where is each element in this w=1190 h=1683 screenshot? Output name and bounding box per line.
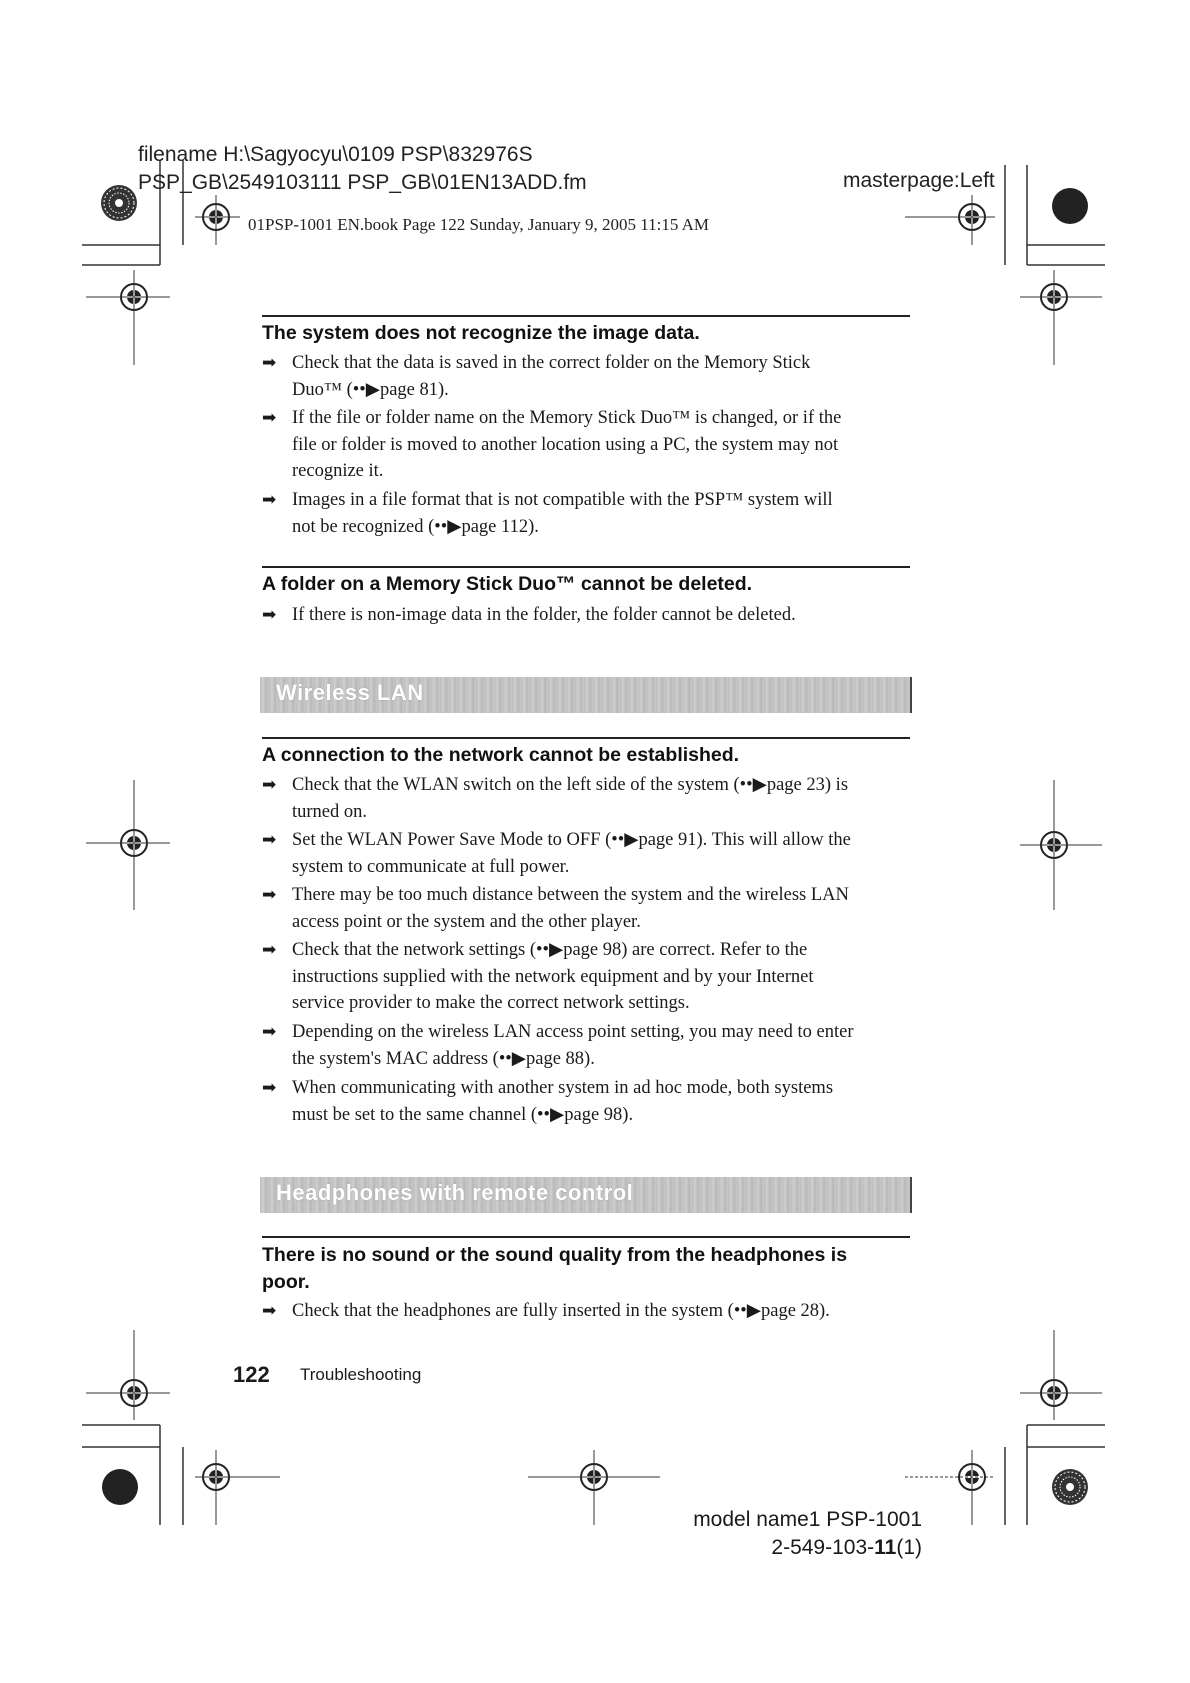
- list-item: ➡ Check that the data is saved in the correct folder on the Memory Stick Duo™ (••▶page 81).: [262, 350, 912, 403]
- registration-mark-bottom-right: [905, 1330, 1105, 1525]
- section-rule: [262, 1236, 910, 1238]
- registration-mark-bottom-left: [82, 1330, 280, 1525]
- model-name: model name1 PSP-1001: [693, 1508, 922, 1531]
- arrow-right-icon: ➡: [262, 775, 277, 795]
- registration-mark-bottom-center: [528, 1450, 660, 1525]
- list-item: ➡ Check that the network settings (••▶page 98) are correct. Refer to the instructions supplied with the network equipment and by your Internet service provider to make the correct network settings.: [262, 937, 912, 1017]
- page-number: 122: [233, 1362, 270, 1387]
- heading-image-data: The system does not recognize the image data.: [262, 322, 700, 344]
- heading-sound: There is no sound or the sound quality from the headphones is poor.: [262, 1244, 848, 1293]
- arrow-right-icon: ➡: [262, 830, 277, 850]
- list-item: ➡ There may be too much distance between the system and the wireless LAN access point or the system and the other player.: [262, 882, 912, 935]
- arrow-right-icon: ➡: [262, 490, 277, 510]
- registration-mark-middle-left: [86, 780, 170, 910]
- registration-mark-top-right: [905, 165, 1105, 365]
- section-rule: [262, 737, 910, 739]
- section-banner-headphones: [260, 1177, 912, 1213]
- list-item: ➡ When communicating with another system in ad hoc mode, both systems must be set to the same channel (••▶page 98).: [262, 1075, 912, 1128]
- list-item: ➡ Set the WLAN Power Save Mode to OFF (••▶page 91). This will allow the system to communicate at full power.: [262, 827, 912, 880]
- list-item: ➡ Images in a file format that is not compatible with the PSP™ system will not be recognized (••▶page 112).: [262, 487, 912, 540]
- registration-mark-middle-right: [1020, 780, 1102, 910]
- list-item: ➡ Check that the headphones are fully inserted in the system (••▶page 28).: [262, 1298, 912, 1325]
- arrow-right-icon: ➡: [262, 408, 277, 428]
- list-item: ➡ If the file or folder name on the Memory Stick Duo™ is changed, or if the file or folder is moved to another location using a PC, the system may not recognize it.: [262, 405, 912, 485]
- arrow-right-icon: ➡: [262, 353, 277, 373]
- banner-title: Headphones with remote control: [276, 1180, 634, 1205]
- list-item: ➡ If there is non-image data in the folder, the folder cannot be deleted.: [262, 602, 912, 629]
- arrow-right-icon: ➡: [262, 1301, 277, 1321]
- filename-line-2: PSP_GB\2549103111 PSP_GB\01EN13ADD.fm: [138, 171, 587, 194]
- filename-line-1: filename H:\Sagyocyu\0109 PSP\832976S: [138, 143, 533, 166]
- heading-connection: A connection to the network cannot be established.: [262, 744, 740, 766]
- heading-folder: A folder on a Memory Stick Duo™ cannot be deleted.: [262, 573, 753, 595]
- masterpage-label: masterpage:Left: [843, 169, 995, 192]
- list-item: ➡ Check that the WLAN switch on the left side of the system (••▶page 23) is turned on.: [262, 772, 912, 825]
- list-item: ➡ Depending on the wireless LAN access point setting, you may need to enter the system's MAC address (••▶page 88).: [262, 1019, 912, 1072]
- arrow-right-icon: ➡: [262, 885, 277, 905]
- arrow-right-icon: ➡: [262, 605, 277, 625]
- footer-section-title: Troubleshooting: [300, 1365, 422, 1384]
- section-banner-wireless-lan: [260, 677, 912, 713]
- arrow-right-icon: ➡: [262, 1022, 277, 1042]
- section-rule: [262, 566, 910, 568]
- section-rule: [262, 315, 910, 317]
- arrow-right-icon: ➡: [262, 1078, 277, 1098]
- arrow-right-icon: ➡: [262, 940, 277, 960]
- book-info: 01PSP-1001 EN.book Page 122 Sunday, January 9, 2005 11:15 AM: [248, 215, 710, 234]
- model-code: 2-549-103-11(1): [771, 1536, 922, 1559]
- banner-title: Wireless LAN: [276, 680, 424, 705]
